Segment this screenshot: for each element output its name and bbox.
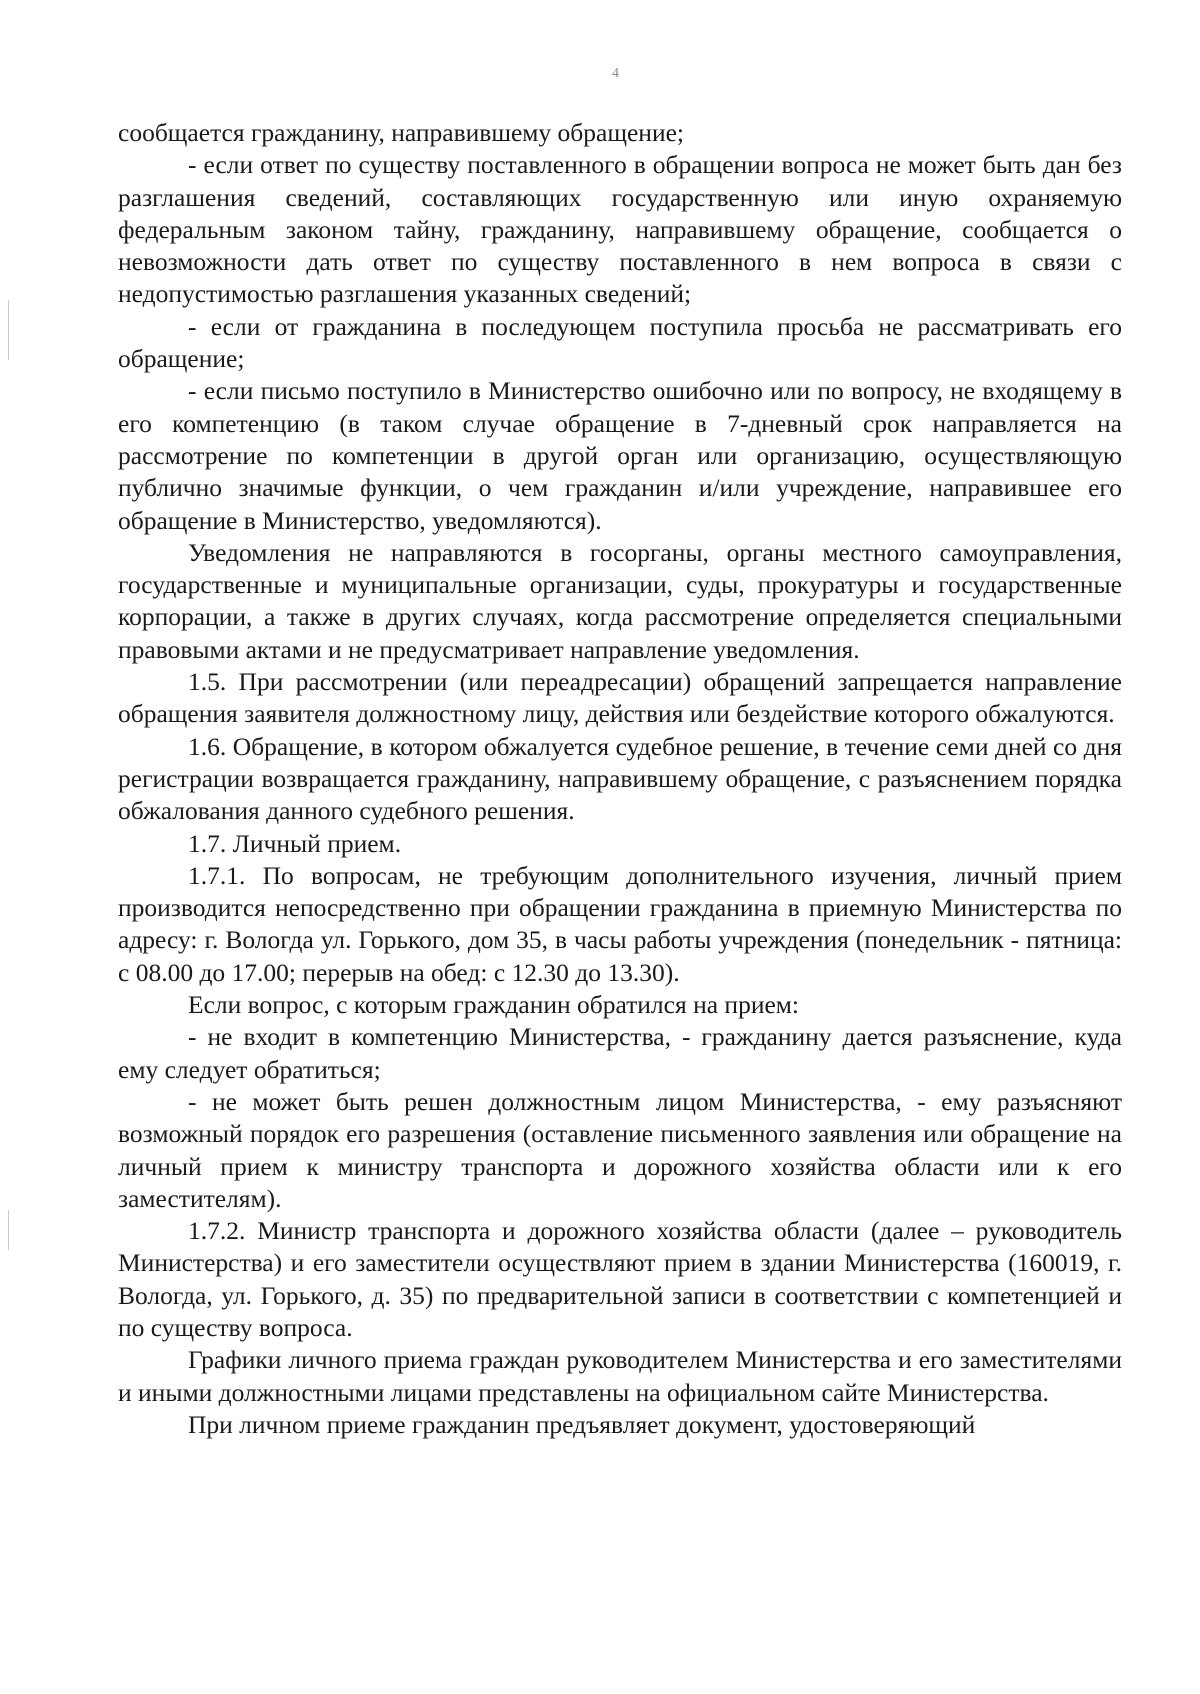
paragraph: 1.5. При рассмотрении (или переадресации) обращений запрещается направление обращения заявителя должностному лицу, действия или бездействие которого обжалуются. [118, 667, 1122, 729]
scan-edge-mark [8, 300, 9, 360]
paragraph: - если письмо поступило в Министерство ошибочно или по вопросу, не входящему в его компетенцию (в таком случае обращение в 7-дневный срок направляется на рассмотрение по компетенции в другой орган или организацию, осуществляющую публично значимые функции, о чем гражданин и/или учреждение, направившее его обращение в Министерство, уведомляются). [118, 376, 1122, 535]
paragraph: сообщается гражданину, направившему обращение; [118, 118, 684, 147]
paragraph: Уведомления не направляются в госорганы, органы местного самоуправления, государственные и муниципальные организации, суды, прокуратуры и государственные корпорации, а также в других случаях, когда рассмотрение определяется специальными правовыми актами и не предусматривает направление уведомления. [118, 537, 1122, 664]
paragraph: 1.6. Обращение, в котором обжалуется судебное решение, в течение семи дней со дня регистрации возвращается гражданину, направившему обращение, с разъяснением порядка обжалования данного судебного решения. [118, 731, 1122, 826]
paragraph: 1.7.2. Министр транспорта и дорожного хозяйства области (далее – руководитель Министерства) и его заместители осуществляют прием в здании Министерства (160019, г. Вологда, ул. Горького, д. 35) по предварительной записи в соответствии с компетенцией и по существу вопроса. [118, 1216, 1122, 1342]
paragraph: 1.7. Личный прием. [188, 828, 402, 858]
paragraph: - не может быть решен должностным лицом Министерства, - ему разъясняют возможный порядок его разрешения (оставление письменного заявления или обращение на личный прием к министру транспорта и дорожного хозяйства области или к его заместителям). [118, 1086, 1122, 1213]
page-number: 4 [612, 66, 619, 81]
paragraph: - не входит в компетенцию Министерства, - гражданину дается разъяснение, куда ему следует обратиться; [118, 1022, 1122, 1084]
paragraph: 1.7.1. По вопросам, не требующим дополнительного изучения, личный прием производится непосредственно при обращении гражданина в приемную Министерства по адресу: г. Вологда ул. Горького, дом 35, в часы работы учреждения (понедельник - пятница: с 08.00 до 17.00; перерыв на обед: с 12.30 до 13.30). [118, 860, 1122, 987]
scan-edge-mark [8, 1210, 9, 1250]
paragraph: - если ответ по существу поставленного в обращении вопроса не может быть дан без разглашения сведений, составляющих государственную или иную охраняемую федеральным законом тайну, гражданину, направившему обращение, сообщается о невозможности дать ответ по существу поставленного в нем вопроса в связи с недопустимостью разглашения указанных сведений; [118, 150, 1122, 309]
paragraph: Если вопрос, с которым гражданин обратился на прием: [188, 990, 800, 1020]
paragraph: При личном приеме гражданин предъявляет документ, удостоверяющий [188, 1409, 976, 1439]
paragraph: - если от гражданина в последующем поступила просьба не рассматривать его обращение; [118, 311, 1122, 374]
paragraph: Графики личного приема граждан руководителем Министерства и его заместителями и иными должностными лицами представлены на официальном сайте Министерства. [118, 1345, 1122, 1407]
document-body [118, 117, 1122, 1441]
